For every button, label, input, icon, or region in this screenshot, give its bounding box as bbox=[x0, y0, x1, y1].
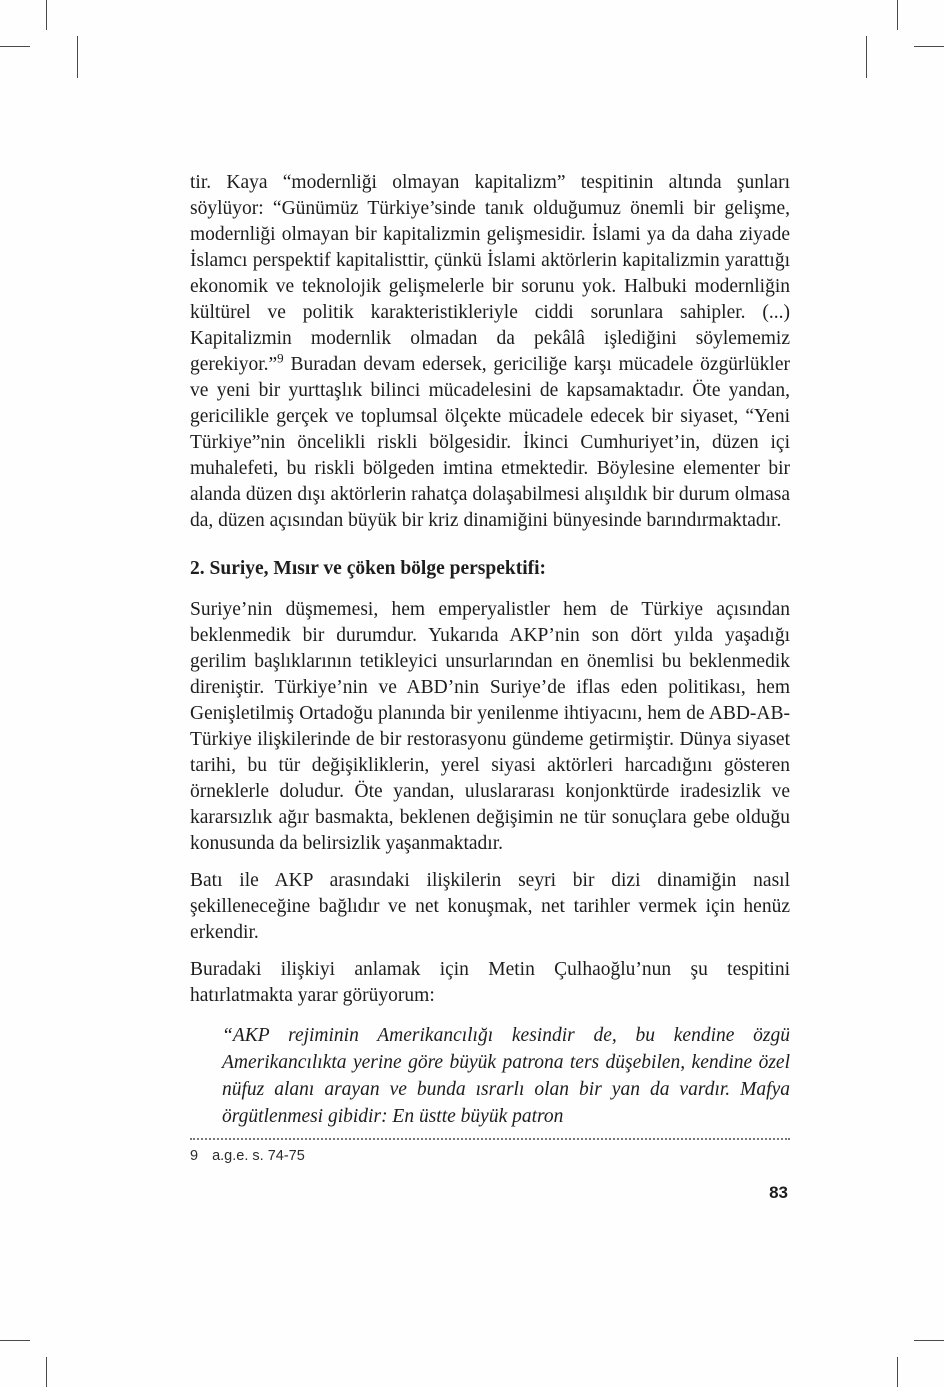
paragraph-4: Buradaki ilişkiyi anlamak için Metin Çulhaoğlu’nun şu tespitini hatırlatmakta yarar görüyorum: bbox=[190, 959, 790, 1006]
paragraph-1 bbox=[190, 170, 790, 534]
crop-mark-bottom-left-vertical bbox=[46, 1357, 47, 1387]
footnote-separator bbox=[190, 1138, 790, 1140]
crop-mark-bottom-right-vertical bbox=[897, 1357, 898, 1387]
footnote bbox=[190, 1147, 790, 1165]
footnote-reference-9: 9 bbox=[277, 350, 284, 366]
crop-mark-top-right-vertical bbox=[897, 0, 898, 30]
paragraph-3: Batı ile AKP arasındaki ilişkilerin seyri bir dizi dinamiğin nasıl şekilleneceğine bağlıdır ve net konuşmak, net tarihler vermek için henüz erkendir. bbox=[190, 870, 790, 943]
crop-mark-top-right-inner bbox=[866, 36, 867, 78]
crop-mark-bottom-right-horizontal bbox=[914, 1340, 944, 1341]
page-number: 83 bbox=[769, 1183, 788, 1202]
page-text-block bbox=[190, 170, 790, 1203]
paragraph-1-text-before-note: tir. Kaya “modernliği olmayan kapitalizm” tespitinin altında şunları söylüyor: “Günümüz Türkiye’sinde tanık olduğumuz önemli bir gelişme, modernliği olmayan bir kapitalizmin gelişmesidir. İslami ya da daha ziyade İslamcı perspektif kapitalisttir, çünkü İslami aktörlerin kapitalizmin yarattığı ekonomik ve teknolojik gelişmelerle bir sorunu yok. Halbuki modernliğin kültürel ve politik karakteristikleriyle ciddi sorunlara sahipler. (...) Kapitalizmin modernlik olmadan da pekâlâ işlediğini söylememiz gerekiyor.” bbox=[190, 172, 790, 375]
paragraph-1-text-after-note: Buradan devam edersek, gericiliğe karşı mücadele özgürlükler ve yeni bir yurttaşlık bilinci mücadelesini de kapsamaktadır. Öte yandan, gericilikle gerçek ve toplumsal ölçekte mücadele edecek bir siyaset, “Yeni Türkiye”nin öncelikli riskli bölgesidir. İkinci Cumhuriyet’in, düzen içi muhalefeti, bu riskli bölgeden imtina etmektedir. Böylesine elementer bir alanda düzen dışı aktörlerin rahatça dolaşabilmesi alışıldık bir durum olmasa da, düzen açısından büyük bir kriz dinamiğini bünyesinde barındırmaktadır. bbox=[190, 354, 790, 531]
crop-mark-top-left-horizontal bbox=[0, 46, 30, 47]
section-heading: 2. Suriye, Mısır ve çöken bölge perspektifi: bbox=[190, 558, 547, 579]
paragraph-2: Suriye’nin düşmemesi, hem emperyalistler hem de Türkiye açısından beklenmedik bir durumdur. Yukarıda AKP’nin son dört yılda yaşadığı gerilim başlıklarının tetikleyici unsurlarından en önemlisi bu beklenmedik direniştir. Türkiye’nin ve ABD’nin Suriye’de iflas eden politikası, hem Genişletilmiş Ortadoğu planında bir yenilenme ihtiyacını, hem de ABD-AB-Türkiye ilişkilerinde de bir restorasyonu gündeme getirmiştir. Dünya siyaset tarihi, bu tür değişikliklerin, yerel siyasi aktörleri harcadığını gösteren örneklerle doludur. Öte yandan, uluslararası konjonktürde iradesizlik ve kararsızlık ağır basmakta, beklenen değişimin ne tür sonuçlara gebe olduğu konusunda da belirsizlik yaşanmaktadır. bbox=[190, 599, 790, 854]
crop-mark-bottom-left-horizontal bbox=[0, 1340, 30, 1341]
crop-mark-top-right-horizontal bbox=[914, 46, 944, 47]
crop-mark-top-left-inner bbox=[77, 36, 78, 78]
footnote-marker: 9 bbox=[190, 1148, 199, 1164]
footnote-text: a.g.e. s. 74-75 bbox=[212, 1148, 305, 1164]
crop-mark-top-left-vertical bbox=[46, 0, 47, 30]
block-quote: “AKP rejiminin Amerikancılığı kesindir de, bu kendine özgü Amerikancılıkta yerine göre büyük patrona ters düşebilen, kendine özel nüfuz alanı arayan ve bunda ısrarlı olan bir yan da vardır. Mafya örgütlenmesi gibidir: En üstte büyük patron bbox=[222, 1025, 790, 1127]
